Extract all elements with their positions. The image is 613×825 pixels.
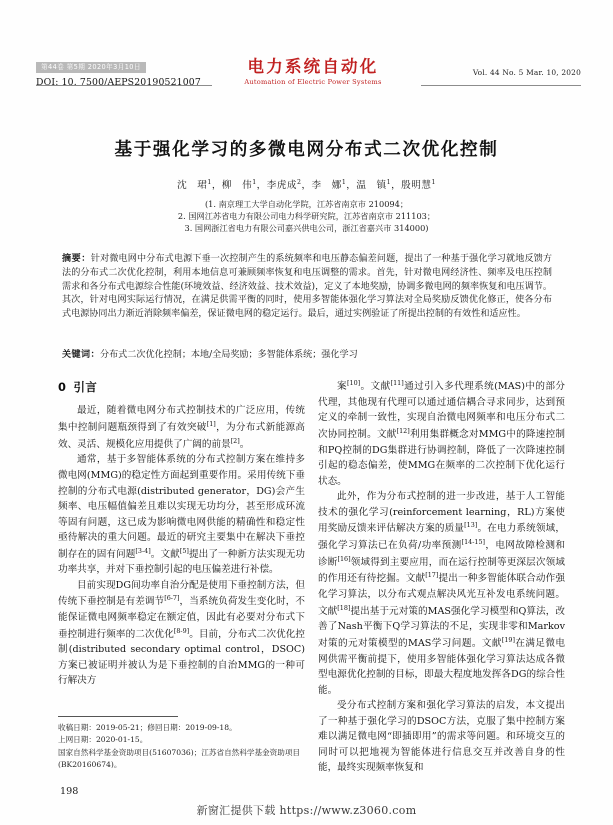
abstract-block [62,252,552,322]
citation-ref: [1] [206,420,216,428]
citation-ref: [5] [179,546,189,555]
watermark-text: 新窗汇提供下载 https://www.z3060.com [196,804,417,817]
footnote-rule [58,716,178,717]
footnote-line: 国家自然科学基金资助项目(51607036)；江苏省自然科学基金资助项目(BK20160674)。 [58,747,301,769]
author-separator: ， [391,180,402,191]
footnote-line: 上网日期：2020-01-15。 [58,735,148,745]
journal-title-cn: 电力系统自动化 [247,57,379,76]
body-paragraph: 通常，基于多智能体系统的分布式控制方案在维持多微电网(MMG)的稳定性方面起到重要作用。采用传统下垂控制的分布式电源(distributed generator，DG)会产生频率、电压幅值偏差且难以实现无功均分，甚至形成环流等固有问题，这已成为影响微电网供能的精确性和稳定性亟待解决的重大问题。最近的研究主要集中在解决下垂控制存在的固有问题[3-4]。文献[5]提出了一种新方法实现无功功率共享，并对下垂控制引起的电压偏差进行补偿。 [58,454,306,576]
keywords-text: 分布式二次优化控制；本地/全局奖励；多智能体系统；强化学习 [99,350,358,360]
author-affiliation-marker: 1 [207,178,212,186]
column-right [318,378,565,776]
right-column-paragraphs [318,378,565,776]
doi-text: DOI: 10. 7500/AEPS20190521007 [36,77,201,88]
citation-ref: [18] [337,603,351,612]
keywords-block [62,348,552,363]
abstract-text: 针对微电网中分布式电源下垂一次控制产生的系统频率和电压静态偏差问题，提出了一种基于强化学习就地反馈方法的分布式二次优化控制，利用本地信息可兼顾频率恢复和电压调整的需求。首先，针对微电网经济性、频率及电压控制需求和各分布式电源综合性能(环境效益、经济效益、技术效益)，定义了本地奖励，协调多微电网的频率恢复和电压调节。其次，针对电网实际运行情况，在满足供需平衡的同时，使用多智能体强化学习算法对全局奖励反馈优化修正，使各分布式电源协同出力渐近消除频率偏差，保证微电网的稳定运行。最后，通过实例验证了所提出控制的有效性和适应性。 [62,254,552,320]
author-affiliation-marker: 1 [252,178,257,186]
body-paragraph: 目前实现DG间功率自治分配是使用下垂控制方法，但传统下垂控制是有差调节[6-7]，当系统负荷发生变化时，不能保证微电网频率稳定在额定值，因此有必要对分布式下垂控制进行频率的二次优化[8-9]。目前，分布式二次优化控制(distributed secondary optimal control，DSOC)方案已被证明并被认为是下垂控制的自治MMG的一种可行解决方 [58,579,306,687]
citation-ref: [13] [464,521,478,530]
author-name: 殷明慧 [401,180,432,191]
citation-ref: [3-4] [135,546,151,555]
volume-banner: 第44卷 第5期 2020年3月10日 [36,62,146,73]
author-list [0,177,613,191]
citation-ref: [12] [396,426,410,435]
author-affiliation-marker: 1 [341,178,347,186]
author-name: 柳 伟 [221,180,253,191]
affiliation-line: 3. 国网浙江省电力有限公司嘉兴供电公司，浙江省嘉兴市 314000) [184,222,429,233]
footnote-block [58,722,308,771]
citation-ref: [16] [337,554,351,563]
author-name: 李虎成 [266,180,298,191]
author-separator: ， [256,180,267,191]
section-number: 0 [58,380,67,394]
body-paragraph: 此外，作为分布式控制的进一步改进，基于人工智能技术的强化学习(reinforcement learning，RL)方案使用奖励反馈来评估解决方案的质量[13]。在电力系统领域，强化学习算法已在负荷/功率预测[14-15]，电网故障检测和诊断[16]领域得到主要应用，而在运行控制等更深层次领域的作用还有待挖掘。文献[17]提出一种多智能体联合动作强化学习算法，以分布式观点解决风光互补发电系统问题。文献[18]提出基于元对策的MAS强化学习模型和Q算法，改善了Nash平衡下Q学习算法的不足，实现非零和Markov对策的元对策模型的MAS学习问题。文献[19]在满足微电网供需平衡前提下，使用多智能体强化学习算法达成各微型电源优化控制的目标，即最大程度地发挥各DG的综合性能。 [318,491,566,696]
volume-issue-en: Vol. 44 No. 5 Mar. 10, 2020 [472,68,581,77]
citation-ref: [17] [425,571,439,580]
abstract-label: 摘要： [62,253,91,264]
masthead-rule-right [421,85,581,86]
author-name: 李 娜 [311,180,342,191]
journal-logo [218,58,408,86]
affiliation-list [0,199,613,235]
section-title: 引言 [73,380,98,394]
article-title: 基于强化学习的多微电网分布式二次优化控制 [114,140,499,160]
author-affiliation-marker: 1 [386,178,392,186]
citation-ref: [2] [230,436,240,445]
column-left [58,378,305,689]
author-affiliation-marker: 1 [431,178,436,186]
journal-title-en: Automation of Electric Power Systems [244,78,382,87]
author-name: 温 镇 [356,180,387,191]
citation-ref: [19] [501,635,515,644]
citation-ref: [14-15] [461,537,486,546]
section-heading-0 [58,378,305,396]
citation-ref: [6-7] [164,594,180,603]
author-separator: ， [211,180,222,191]
footnote-line: 收稿日期：2019-05-21；修回日期：2019-09-18。 [58,723,237,732]
masthead [36,58,581,106]
masthead-rule-left [36,85,212,86]
page-number: 198 [60,786,79,797]
author-name: 沈 珺 [177,180,208,191]
citation-ref: [10] [347,379,361,387]
body-paragraph: 最近，随着微电网分布式控制技术的广泛应用，传统集中控制问题瓶颈得到了有效突破[1]，为分布式新能源高效、灵活、规模化应用提供了广阔的前景[2]。 [58,405,306,450]
author-affiliation-marker: 2 [297,178,302,186]
author-separator: ， [301,180,312,191]
keywords-label: 关键词： [62,349,100,360]
citation-ref: [11] [390,379,404,387]
affiliation-line: (1. 南京理工大学自动化学院，江苏省南京市 210094； [204,199,409,209]
body-paragraph: 受分布式控制方案和强化学习算法的启发，本文提出了一种基于强化学习的DSOC方法，克服了集中控制方案难以满足微电网“即插即用”的需求等问题。和环境交互的同时可以把地视为智能体进行信息交互并改善自身的性能，最终实现频率恢复和 [318,700,565,774]
citation-ref: [8-9] [173,626,190,635]
body-paragraph: 案[10]。文献[11]通过引入多代理系统(MAS)中的部分代理，其他现有代理可以通过通信耦合寻求同步，达到预定义的牵制一致性，实现自治微电网频率和电压分布式二次协同控制。文献[12]利用集群概念对MMG中的降速控制和PQ控制的DG集群进行协调控制，降低了一次降速控制引起的稳态偏差，使MMG在频率的二次控制下优化运行状态。 [318,379,566,487]
author-separator: ， [346,180,357,191]
left-column-paragraphs [58,403,305,689]
affiliation-line: 2. 国网江苏省电力有限公司电力科学研究院，江苏省南京市 211103； [177,210,436,221]
